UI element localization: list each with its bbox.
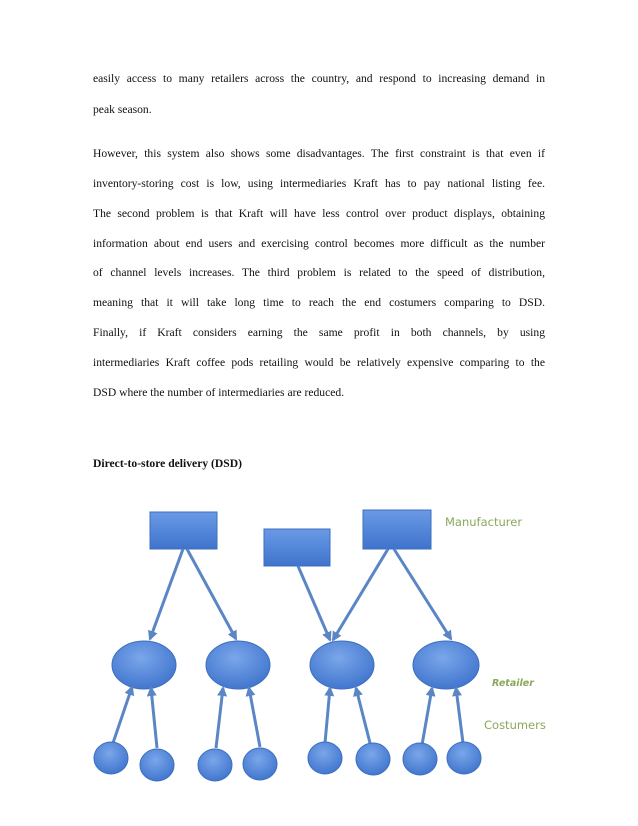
manufacturer-box-2 [264, 529, 330, 566]
arrow-c3-r2 [216, 688, 223, 748]
arrow-c2-r1 [151, 688, 157, 748]
arrow-m3-r3 [333, 549, 388, 640]
paragraph1-line-2: peak season. [93, 103, 152, 116]
customer-circle-2 [140, 749, 174, 781]
paragraph2-line-8: intermediaries Kraft coffee pods retailing would be relatively expensive comparing to the [93, 356, 545, 369]
retailer-oval-1 [112, 641, 176, 689]
retailer-oval-4 [413, 641, 479, 689]
customer-circle-3 [198, 749, 232, 781]
customer-circle-7 [403, 743, 437, 775]
paragraph2-line-7: Finally, if Kraft considers earning the same profit in both channels, by using [93, 326, 545, 339]
arrow-c1-r1 [113, 687, 132, 743]
arrow-m3-r4 [394, 549, 451, 639]
arrow-m1-r2 [187, 549, 236, 639]
customer-circle-8 [447, 742, 481, 774]
manufacturer-box-3 [363, 510, 431, 549]
arrow-m1-r1 [150, 549, 183, 639]
arrow-c4-r2 [249, 688, 260, 747]
customer-circle-5 [308, 742, 342, 774]
arrow-m2-r3 [298, 566, 330, 640]
paragraph2-line-6: meaning that it will take long time to reach the end costumers comparing to DSD. [93, 296, 545, 309]
customer-circle-4 [243, 748, 277, 780]
label-retailer: Retailer [492, 678, 534, 689]
paragraph2-line-4: information about end users and exercising control becomes more difficult as the number [93, 237, 545, 250]
arrow-c5-r3 [325, 688, 330, 743]
customer-circle-1 [94, 742, 128, 774]
arrow-c8-r4 [456, 688, 463, 743]
customer-circle-6 [356, 743, 390, 775]
label-manufacturer: Manufacturer [445, 515, 523, 529]
paragraph1-line-1: easily access to many retailers across the country, and respond to increasing demand in [93, 72, 545, 85]
manufacturer-box-1 [150, 512, 217, 549]
label-customers: Costumers [484, 718, 546, 732]
paragraph2-line-3: The second problem is that Kraft will have less control over product displays, obtaining [93, 207, 545, 220]
arrow-c6-r3 [356, 688, 370, 743]
paragraph2-line-9: DSD where the number of intermediaries are reduced. [93, 386, 345, 399]
arrow-c7-r4 [422, 688, 432, 745]
retailer-oval-3 [310, 641, 374, 689]
paragraph2-line-2: inventory-storing cost is low, using intermediaries Kraft has to pay national listing fee. [93, 177, 545, 190]
paragraph2-line-5: of channel levels increases. The third problem is related to the speed of distribution, [93, 266, 545, 279]
paragraph2-line-1: However, this system also shows some disadvantages. The first constraint is that even if [93, 147, 545, 160]
dsd-diagram [0, 495, 638, 795]
section-heading: Direct-to-store delivery (DSD) [93, 457, 242, 470]
retailer-oval-2 [206, 641, 270, 689]
